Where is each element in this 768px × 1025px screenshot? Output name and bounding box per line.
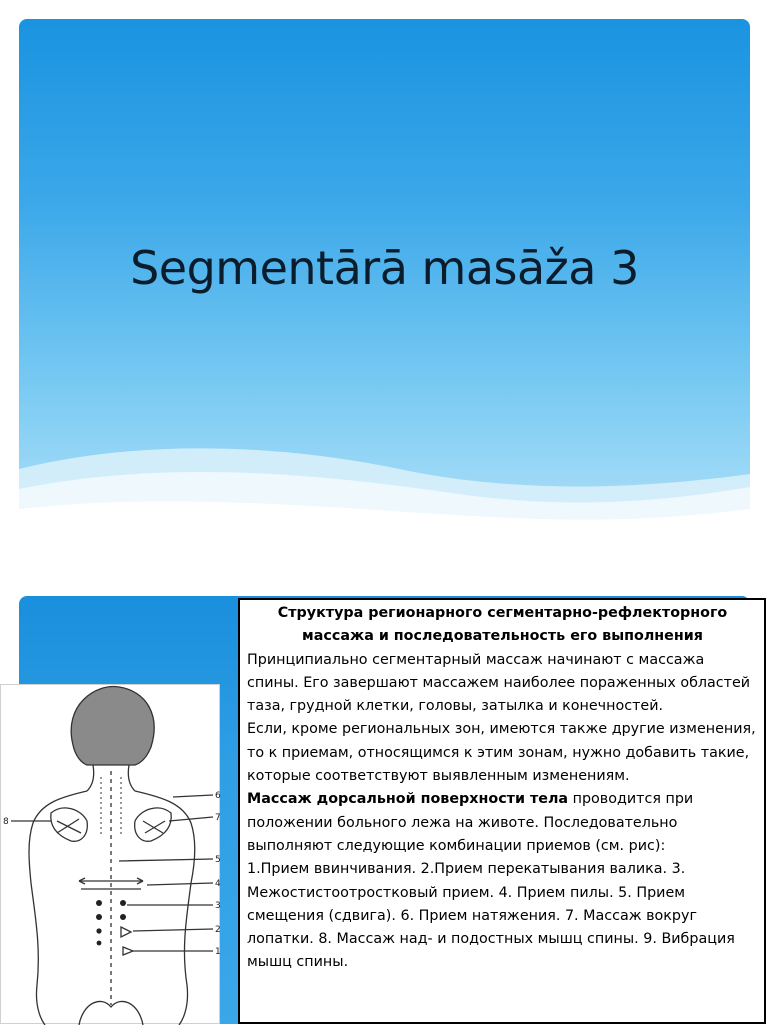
figure-label-7: 7 bbox=[215, 813, 221, 823]
figure-label-4: 4 bbox=[215, 879, 221, 889]
paragraph-dorsal-bold: Массаж дорсальной поверхности тела bbox=[247, 791, 569, 808]
slide-title: Segmentārā masāža 3 bbox=[130, 241, 639, 295]
title-slide bbox=[19, 19, 750, 528]
head-outline bbox=[71, 687, 154, 765]
paragraph-dorsal-rest: проводится при положении больного лежа на животе. Последовательно выполняют следующие комбинации приемов (см. рис): bbox=[247, 791, 694, 854]
content-heading: Структура регионарного сегментарно-рефлекторного массажа и последовательность его выполнения bbox=[277, 605, 728, 645]
scapula-right bbox=[135, 808, 172, 841]
figure-label-1: 1 bbox=[215, 947, 221, 957]
figure-label-5: 5 bbox=[215, 855, 221, 865]
paragraph-dorsal bbox=[247, 788, 758, 858]
paragraph-intro: Принципиально сегментарный массаж начинают с массажа спины. Его завершают массажем наиболее пораженных областей таза, грудной клетки, головы, затылка и конечностей. bbox=[247, 651, 751, 715]
figure-label-8: 8 bbox=[3, 817, 9, 827]
paragraph-regional: Если, кроме региональных зон, имеются также другие изменения, то к приемам, относящимся к этим зонам, нужно добавить такие, которые соответствуют выявленным изменениям. bbox=[247, 721, 756, 785]
back-figure-illustration bbox=[1, 685, 221, 1025]
figure-label-3: 3 bbox=[215, 901, 221, 911]
figure-label-6: 6 bbox=[215, 791, 221, 801]
content-textbox bbox=[238, 598, 766, 1024]
paragraph-techniques: 1.Прием ввинчивания. 2.Прием перекатывания валика. 3. Межостистоотростковый прием. 4. Прием пилы. 5. Прием смещения (сдвига). 6. Прием натяжения. 7. Массаж вокруг лопатки. 8. Массаж над- и подостных мышц спины. 9. Вибрация мышц спины. bbox=[247, 861, 735, 971]
figure-label-2: 2 bbox=[215, 925, 221, 935]
massage-diagram bbox=[0, 684, 220, 1024]
